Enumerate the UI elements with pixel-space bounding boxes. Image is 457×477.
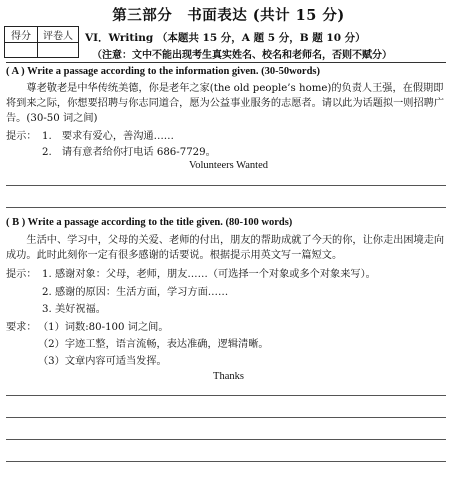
writing-line[interactable] — [6, 185, 446, 186]
section-heading: VI．Writing （本题共 15 分，A 题 5 分，B 题 10 分） — [85, 32, 366, 44]
writing-line[interactable] — [6, 417, 446, 418]
score-table — [4, 26, 79, 58]
part-a-header: ( A ) Write a passage according to the information given. (30-50words) — [6, 66, 321, 77]
part-b-req-label: 要求： — [6, 322, 37, 333]
part-b-req-2: （2）字迹工整，语言流畅，表达准确，逻辑清晰。 — [38, 339, 269, 350]
part-b-hint-1: 1. 感谢对象：父母，老师，朋友……（可选择一个对象或多个对象来写）。 — [42, 269, 376, 280]
writing-line[interactable] — [6, 207, 446, 208]
part-a-paragraph: 尊老敬老是中华传统美德，你是老年之家(the old people’s home)的负责人王强，在假期即将到来之际，你想要招聘与你志同道合，愿为公益事业服务的志愿者。请以此为话题拟一则招聘广告。(30-50 词之间) — [6, 83, 445, 124]
writing-line[interactable] — [6, 439, 446, 440]
grader-cell-label: 评卷人 — [38, 27, 79, 43]
part-b-hint-3: 3. 美好祝福。 — [42, 304, 106, 315]
part-a-hint-label: 提示： — [6, 131, 37, 142]
score-cell-label: 得分 — [5, 27, 38, 43]
part-b-paragraph: 生活中、学习中，父母的关爱、老师的付出，朋友的帮助成就了今天的你，让你走出困境走向成功。此时此刻你一定有很多感谢的话要说。根据提示用英文写一篇短文。 — [6, 235, 445, 261]
page-title: 第三部分 书面表达 (共计 15 分) — [112, 7, 345, 24]
part-b-header: ( B ) Write a passage according to the title given. (80-100 words) — [6, 217, 293, 228]
part-b-req-1: （1）词数:80-100 词之间。 — [38, 322, 169, 333]
writing-line[interactable] — [6, 395, 446, 396]
part-b-req-3: （3）文章内容可适当发挥。 — [38, 356, 167, 367]
part-b-writing-title: Thanks — [213, 371, 244, 382]
part-a-hint-2: 2. 请有意者给你打电话 686-7729。 — [42, 147, 216, 158]
section-note: （注意：文中不能出现考生真实姓名、校名和老师名，否则不赋分） — [92, 50, 392, 61]
part-b-hint-2: 2. 感谢的原因：生活方面，学习方面…… — [42, 287, 229, 298]
part-a-writing-title: Volunteers Wanted — [189, 160, 268, 171]
score-cell-blank — [5, 43, 38, 58]
part-a-hint-1: 1. 要求有爱心，善沟通…… — [42, 131, 174, 142]
part-b-hint-label: 提示： — [6, 269, 37, 280]
divider-top — [6, 62, 446, 63]
writing-line[interactable] — [6, 461, 446, 462]
grader-cell-blank — [38, 43, 79, 58]
